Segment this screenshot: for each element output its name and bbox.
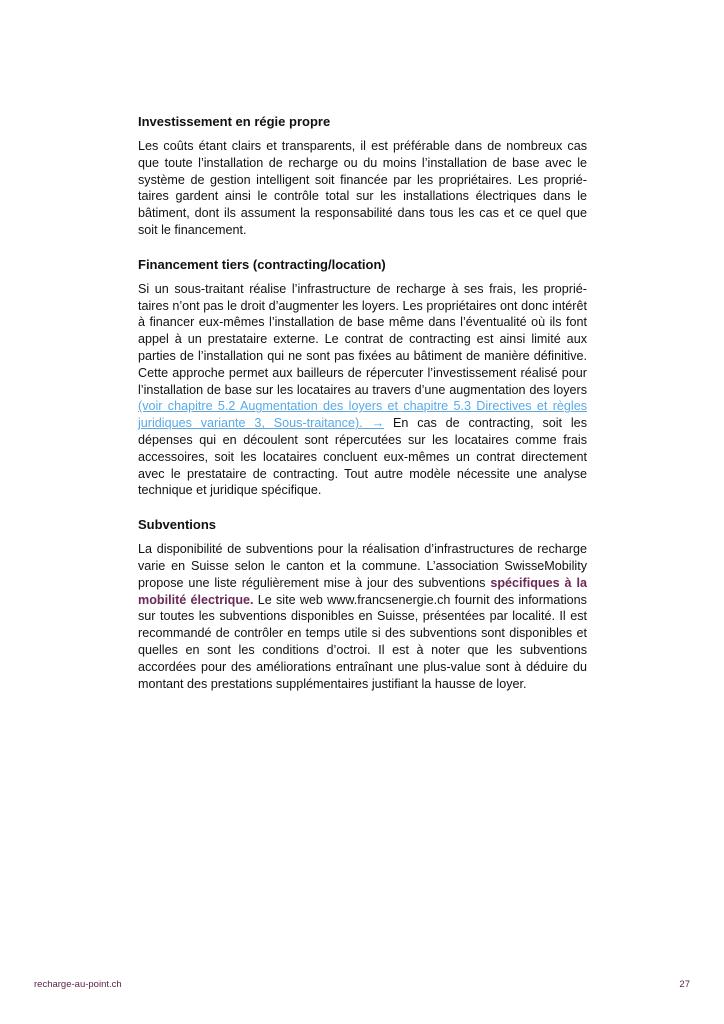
section-investissement [138, 113, 587, 239]
section-paragraph [138, 541, 587, 692]
paragraph-text: Si un sous-traitant réalise l’infrastructure de recharge à ses frais, les propriétaires n’ont pas le droit d’augmenter les loyers. Les propriétaires ont donc intérêt à financer eux-mêmes l’installation de base même dans l’éventualité où ils font appel à un prestataire externe. Le contrat de contracting est ainsi limité aux parties de l’installation qui ne sont pas fixées au bâtiment de manière définitive. Cette approche permet aux bailleurs de répercuter l’investissement réalisé pour l’installation de base sur les locataires au travers d’une augmentation des loyers [138, 281, 587, 397]
section-heading: Investissement en régie propre [138, 114, 331, 129]
paragraph-text: La disponibilité de subventions pour la réalisation d’infrastructures de recharge varie en Suisse selon le canton et la commune. L’association SwisseMobility propose une liste régulièrement mise à jour des subventions [138, 542, 587, 590]
section-subventions [138, 516, 587, 692]
chapter-reference-link[interactable]: (voir chapitre 5.2 Augmentation des loyers et chapitre 5.3 Directives et règles juridiques variante 3, Sous-traitance). → [138, 399, 587, 431]
subsidies-list-link[interactable]: spécifiques à la mobilité électrique. [138, 575, 587, 607]
footer-site-name: recharge-au-point.ch [34, 979, 122, 990]
paragraph-text: Le site web www.francsenergie.ch fournit des informations sur toutes les subventions disponibles en Suisse, présentées par localité. Il est recommandé de contrôler en temps utile si des subventions sont disponibles et quelles en sont les conditions d’octroi. Il est à noter que les subventions accordées pour des améliorations entraînant une plus-value sont à déduire du montant des prestations supplémentaires justifiant la hausse de loyer. [138, 592, 587, 691]
section-paragraph: Les coûts étant clairs et transparents, il est préférable dans de nombreux cas que toute l’installation de recharge ou du moins l’installation de base avec le système de gestion intelligent soit financée par les propriétaires. Les propriétaires gardent ainsi le contrôle total sur les installations électriques dans le bâtiment, dont ils assument la responsabilité dans tous les cas et ce quel que soit le financement. [138, 139, 587, 237]
paragraph-text: En cas de contracting, soit les dépenses qui en découlent sont répercutées sur les locataires comme frais accessoires, soit les locataires concluent eux-mêmes un contrat directement avec le prestataire de contracting. Tout autre modèle nécessite une analyse technique et juridique spécifique. [138, 416, 587, 498]
page-number: 27 [679, 979, 690, 990]
section-financement-tiers [138, 256, 587, 499]
section-heading: Subventions [138, 517, 217, 533]
page-content [138, 113, 587, 709]
section-paragraph [138, 281, 587, 499]
section-heading: Financement tiers (contracting/location) [138, 256, 386, 272]
